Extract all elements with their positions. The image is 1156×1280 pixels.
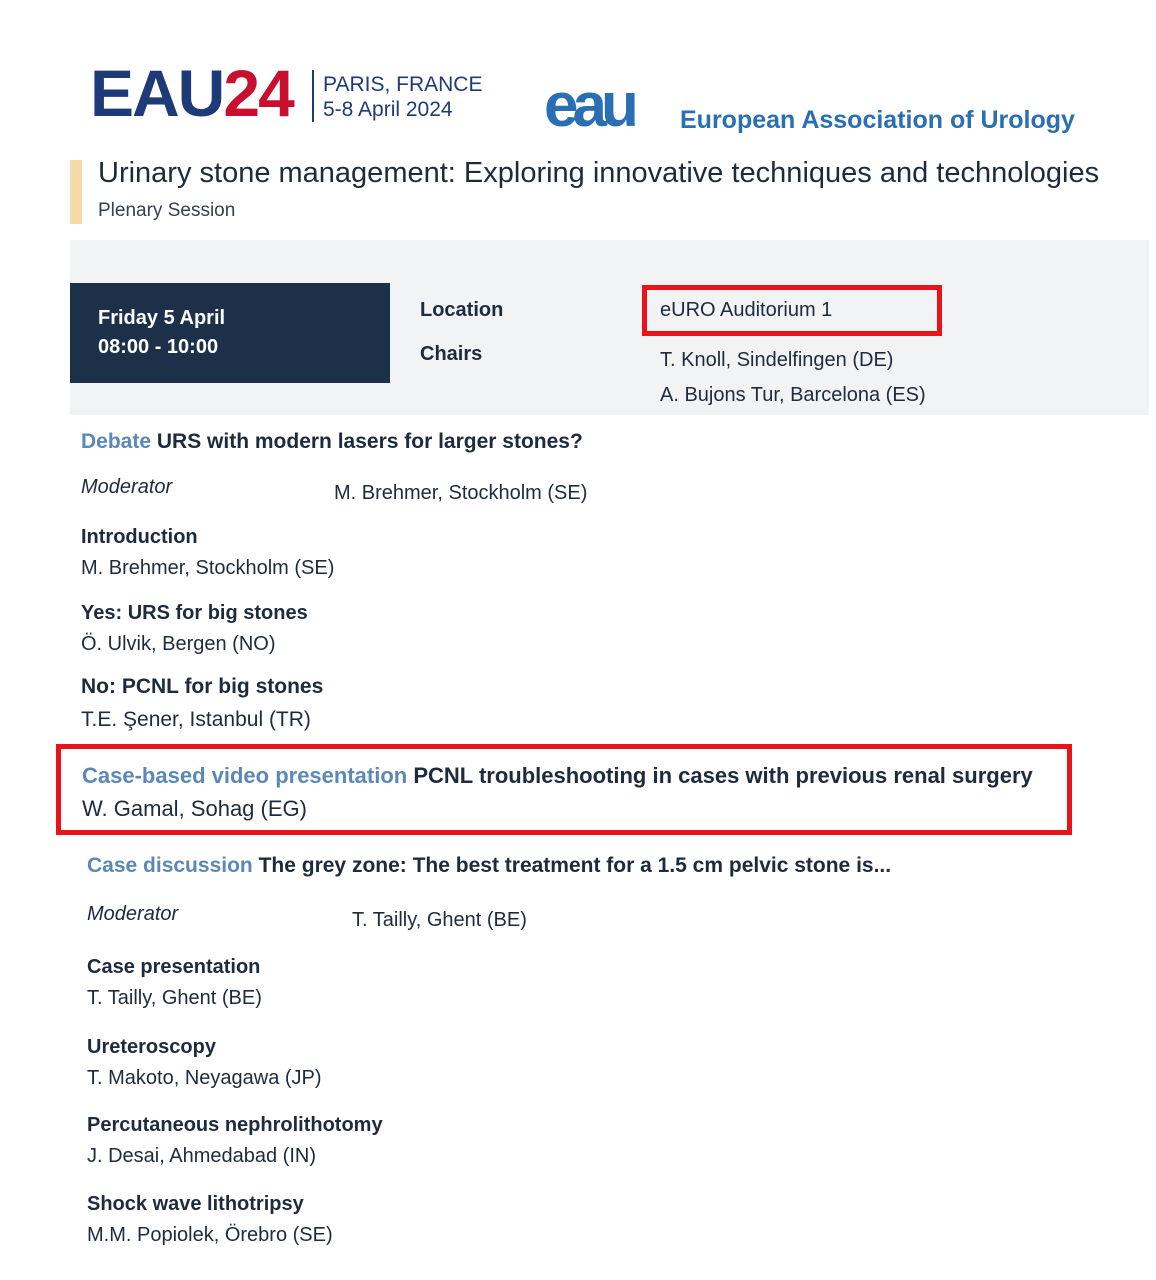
event-info	[323, 72, 482, 122]
video-speaker: W. Gamal, Sohag (EG)	[82, 796, 307, 821]
location-value: eURO Auditorium 1	[660, 299, 833, 321]
talk-speaker: J. Desai, Ahmedabad (IN)	[87, 1145, 316, 1167]
title-accent-bar	[70, 160, 82, 224]
discussion-heading	[87, 854, 891, 878]
moderator-name: T. Tailly, Ghent (BE)	[352, 909, 527, 931]
org-name: European Association of Urology	[680, 106, 1075, 134]
talk-title: Yes: URS for big stones	[81, 602, 308, 624]
location-label: Location	[420, 299, 504, 321]
location-highlight-box	[642, 285, 942, 336]
moderator-name: M. Brehmer, Stockholm (SE)	[334, 482, 588, 504]
eau24-logo	[90, 56, 293, 130]
video-heading	[82, 763, 1033, 789]
event-city: PARIS, FRANCE	[323, 73, 483, 96]
session-title: Urinary stone management: Exploring innovative techniques and technologies	[98, 157, 1100, 189]
session-type: Plenary Session	[98, 200, 236, 221]
eau-logo-text: eau	[544, 80, 633, 132]
chair-name: A. Bujons Tur, Barcelona (ES)	[660, 384, 926, 406]
talk-title: Shock wave lithotripsy	[87, 1193, 304, 1215]
talk-speaker: T. Makoto, Neyagawa (JP)	[87, 1067, 322, 1089]
discussion-title: The grey zone: The best treatment for a 1.5 cm pelvic stone is...	[258, 854, 892, 877]
debate-type: Debate	[81, 430, 152, 453]
chairs-label: Chairs	[420, 343, 483, 365]
date-time-box	[70, 283, 390, 383]
talk-title: Ureteroscopy	[87, 1036, 216, 1058]
debate-heading	[81, 430, 583, 454]
video-title: PCNL troubleshooting in cases with previous renal surgery	[413, 763, 1033, 788]
moderator-label: Moderator	[81, 476, 173, 498]
logo-year-text: 24	[223, 56, 293, 130]
discussion-type: Case discussion	[87, 854, 253, 877]
talk-speaker: T. Tailly, Ghent (BE)	[87, 987, 262, 1009]
talk-speaker: M.M. Popiolek, Örebro (SE)	[87, 1224, 333, 1246]
talk-title: Case presentation	[87, 956, 261, 978]
talk-title: Introduction	[81, 526, 198, 548]
logo-divider	[312, 70, 314, 122]
talk-speaker: T.E. Şener, Istanbul (TR)	[81, 708, 311, 731]
event-dates: 5-8 April 2024	[323, 98, 453, 121]
talk-speaker: Ö. Ulvik, Bergen (NO)	[81, 633, 276, 655]
talk-title: No: PCNL for big stones	[81, 675, 324, 698]
talk-title: Percutaneous nephrolithotomy	[87, 1114, 383, 1136]
moderator-label: Moderator	[87, 903, 179, 925]
session-day: Friday 5 April	[98, 307, 226, 329]
eau-logo-icon	[544, 80, 662, 132]
debate-title: URS with modern lasers for larger stones?	[156, 430, 583, 453]
video-type: Case-based video presentation	[82, 763, 408, 788]
chair-name: T. Knoll, Sindelfingen (DE)	[660, 349, 894, 371]
logo-eau-text: EAU	[90, 56, 224, 130]
session-time: 08:00 - 10:00	[98, 336, 219, 358]
talk-speaker: M. Brehmer, Stockholm (SE)	[81, 557, 335, 579]
